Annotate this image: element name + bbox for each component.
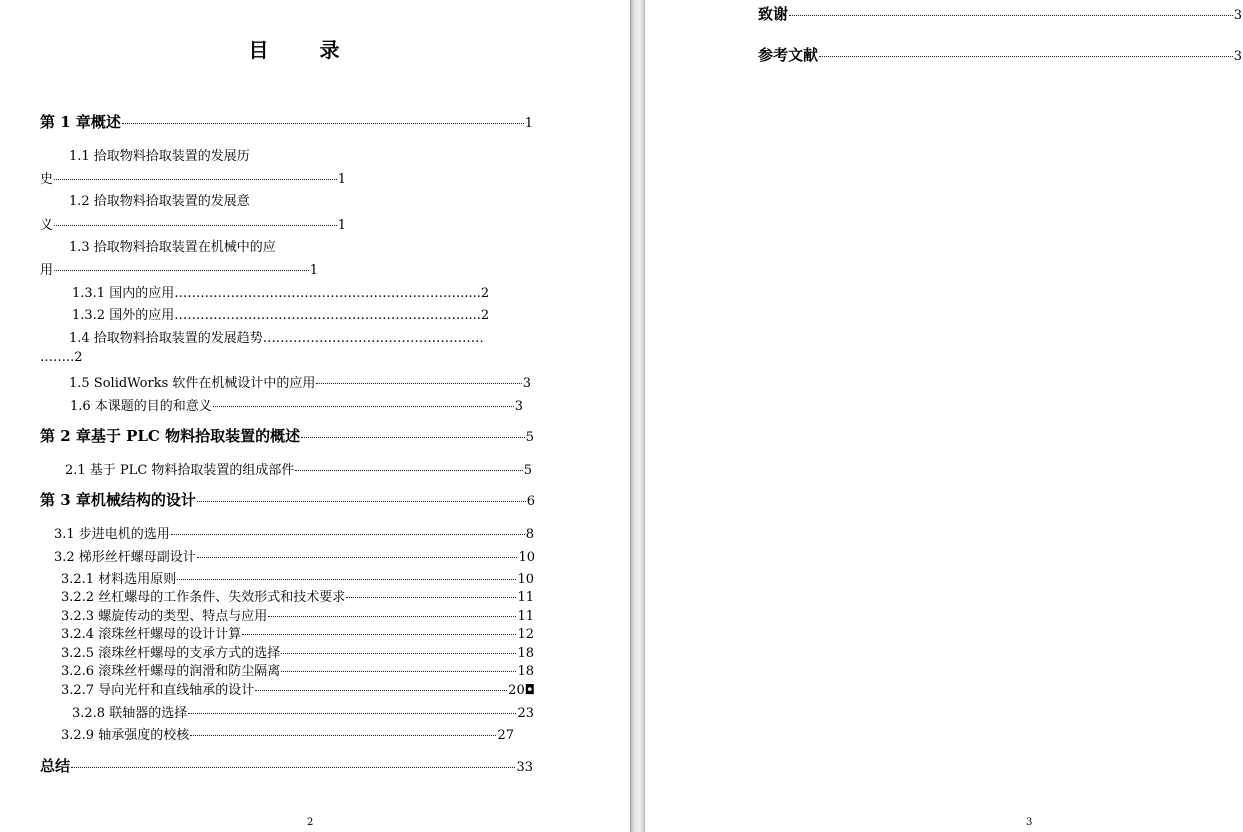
toc-entry-1-5[interactable] bbox=[69, 372, 531, 391]
toc-entry-1-3[interactable] bbox=[40, 259, 318, 278]
toc-entry-1-1-line1[interactable]: 1.1 拾取物料拾取装置的发展历 bbox=[69, 149, 250, 164]
toc-entry-title: 3.2.1 材料选用原则 bbox=[61, 572, 177, 587]
toc-entry-3-2-4[interactable] bbox=[61, 623, 534, 642]
toc-entry-1-1[interactable] bbox=[40, 168, 346, 187]
toc-entry-title: 第 3 章机械结构的设计 bbox=[40, 491, 196, 509]
dot-leader bbox=[213, 406, 514, 407]
toc-entry-1-3-2[interactable] bbox=[72, 304, 489, 323]
toc-entry-3-2-1[interactable] bbox=[61, 568, 534, 587]
toc-entry-page: 2 bbox=[480, 308, 490, 323]
toc-entry-title: 总结 bbox=[40, 757, 71, 775]
toc-entry-page: 12 bbox=[517, 627, 534, 642]
toc-entry-page: 33 bbox=[516, 760, 533, 775]
toc-entry-title: 1.6 本课题的目的和意义 bbox=[70, 399, 212, 414]
toc-entry-page: 3 bbox=[1233, 8, 1242, 23]
toc-entry-3-2-7[interactable] bbox=[61, 679, 535, 698]
toc-entry-title: 3.2.4 滚珠丝杆螺母的设计计算 bbox=[61, 627, 242, 642]
toc-entry-title: 3.2.9 轴承强度的校核 bbox=[61, 728, 190, 743]
toc-entry-page: 3 bbox=[1233, 49, 1242, 64]
dot-leader bbox=[242, 634, 516, 635]
dot-leader bbox=[54, 225, 337, 226]
toc-entry-page: 23 bbox=[517, 706, 534, 721]
dot-leader bbox=[177, 579, 516, 580]
toc-entry-title: 3.2 梯形丝杆螺母副设计 bbox=[54, 550, 196, 565]
toc-entry-title: 第 2 章基于 PLC 物料拾取装置的概述 bbox=[40, 427, 301, 445]
document-page-right bbox=[645, 0, 1243, 832]
dot-leader bbox=[122, 123, 524, 124]
dot-leader bbox=[346, 597, 516, 598]
toc-entry-title: 1.3.2 国外的应用…………………………………………………………..... bbox=[72, 308, 481, 323]
toc-entry-title: 致谢 bbox=[758, 5, 789, 23]
dot-leader bbox=[71, 767, 515, 768]
dot-leader bbox=[188, 713, 516, 714]
dot-leader bbox=[819, 56, 1233, 57]
toc-entry-page: 3 bbox=[514, 399, 523, 414]
toc-entry-1-2-line1[interactable]: 1.2 拾取物料拾取装置的发展意 bbox=[69, 194, 250, 209]
toc-entry-page: 20◘ bbox=[508, 683, 535, 698]
page-gap-divider bbox=[630, 0, 645, 832]
toc-entry-title: 1.3.1 国内的应用…………………………………………………………..... bbox=[72, 286, 481, 301]
toc-entry-title: 3.2.6 滚珠丝杆螺母的润滑和防尘隔离 bbox=[61, 664, 281, 679]
toc-entry-title: 3.2.7 导向光杆和直线轴承的设计 bbox=[61, 683, 255, 698]
dot-leader bbox=[268, 616, 516, 617]
toc-entry-title: 2.1 基于 PLC 物料拾取装置的组成部件 bbox=[65, 463, 295, 478]
dot-leader bbox=[197, 501, 526, 502]
toc-entry-title: 3.1 步进电机的选用 bbox=[54, 527, 170, 542]
toc-entry-1-6[interactable] bbox=[70, 395, 523, 414]
page-number: 3 bbox=[1026, 817, 1033, 828]
toc-entry-page: 1 bbox=[337, 172, 346, 187]
toc-entry-1-2[interactable] bbox=[40, 214, 346, 233]
toc-entry-title: 参考文献 bbox=[758, 46, 819, 64]
dot-leader bbox=[295, 470, 522, 471]
toc-entry-title: 第 1 章概述 bbox=[40, 113, 121, 131]
toc-entry-page: 8 bbox=[525, 527, 534, 542]
toc-entry-1-4-line2[interactable]: ……..2 bbox=[40, 350, 83, 365]
toc-entry-page: 6 bbox=[526, 494, 535, 509]
toc-entry-title: 史 bbox=[40, 172, 54, 187]
toc-entry-page: 2 bbox=[480, 286, 490, 301]
toc-entry-1-3-1[interactable] bbox=[72, 282, 489, 301]
toc-entry-page: 18 bbox=[517, 664, 534, 679]
toc-entry-title: 3.2.3 螺旋传动的类型、特点与应用 bbox=[61, 609, 268, 624]
toc-entry-page: 10 bbox=[518, 550, 535, 565]
dot-leader bbox=[316, 383, 521, 384]
toc-heading: 目 录 bbox=[248, 38, 362, 62]
dot-leader bbox=[281, 653, 516, 654]
toc-entry-chapter-3[interactable] bbox=[40, 489, 535, 510]
toc-entry-3-2[interactable] bbox=[54, 546, 535, 565]
toc-entry-page: 11 bbox=[517, 609, 534, 624]
toc-entry-thanks[interactable] bbox=[758, 3, 1242, 24]
dot-leader bbox=[789, 15, 1233, 16]
toc-entry-2-1[interactable] bbox=[65, 459, 532, 478]
toc-entry-3-1[interactable] bbox=[54, 523, 534, 542]
toc-entry-title: 用 bbox=[40, 263, 54, 278]
dot-leader bbox=[301, 437, 525, 438]
dot-leader bbox=[281, 671, 516, 672]
toc-entry-3-2-9[interactable] bbox=[61, 724, 514, 743]
toc-entry-title: 3.2.2 丝杠螺母的工作条件、失效形式和技术要求 bbox=[61, 590, 346, 605]
toc-entry-3-2-2[interactable] bbox=[61, 586, 534, 605]
toc-entry-title: 3.2.8 联轴器的选择 bbox=[72, 706, 188, 721]
toc-entry-page: 27 bbox=[497, 728, 514, 743]
toc-entry-page: 1 bbox=[337, 218, 346, 233]
toc-entry-page: 18 bbox=[517, 646, 534, 661]
toc-entry-chapter-2[interactable] bbox=[40, 425, 534, 446]
toc-entry-1-3-line1[interactable]: 1.3 拾取物料拾取装置在机械中的应 bbox=[69, 240, 276, 255]
toc-entry-references[interactable] bbox=[758, 44, 1242, 65]
toc-entry-title: 3.2.5 滚珠丝杆螺母的支承方式的选择 bbox=[61, 646, 281, 661]
toc-entry-3-2-5[interactable] bbox=[61, 642, 534, 661]
dot-leader bbox=[171, 534, 525, 535]
toc-entry-page: 5 bbox=[525, 430, 534, 445]
toc-entry-page: 3 bbox=[522, 376, 531, 391]
toc-entry-3-2-8[interactable] bbox=[72, 702, 534, 721]
toc-entry-page: 1 bbox=[524, 116, 533, 131]
dot-leader bbox=[255, 690, 507, 691]
toc-entry-title: 1.5 SolidWorks 软件在机械设计中的应用 bbox=[69, 376, 316, 391]
dot-leader bbox=[190, 735, 496, 736]
toc-entry-summary[interactable] bbox=[40, 755, 533, 776]
toc-entry-page: 10 bbox=[517, 572, 534, 587]
page-number: 2 bbox=[307, 817, 314, 828]
toc-entry-3-2-6[interactable] bbox=[61, 660, 534, 679]
toc-entry-page: 11 bbox=[517, 590, 534, 605]
toc-entry-page: 1 bbox=[309, 263, 318, 278]
toc-entry-1-4-line1[interactable]: 1.4 拾取物料拾取装置的发展趋势…………………………………………… bbox=[69, 331, 484, 346]
toc-entry-3-2-3[interactable] bbox=[61, 605, 534, 624]
dot-leader bbox=[197, 557, 518, 558]
toc-entry-page: 5 bbox=[523, 463, 532, 478]
toc-entry-chapter-1[interactable] bbox=[40, 111, 533, 132]
toc-entry-title: 义 bbox=[40, 218, 54, 233]
dot-leader bbox=[54, 179, 337, 180]
dot-leader bbox=[54, 270, 309, 271]
